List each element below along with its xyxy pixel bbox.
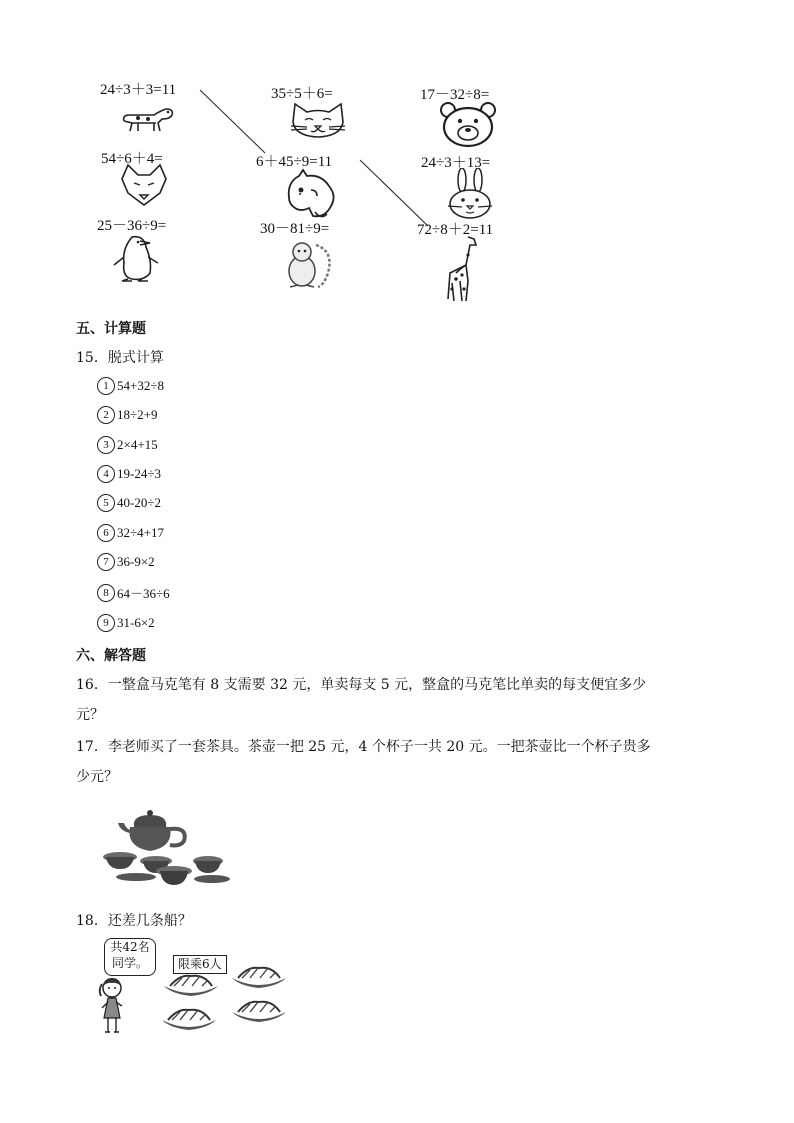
match-expr-1: 24÷3＋3=11 <box>100 82 177 98</box>
list-item <box>97 583 170 602</box>
match-expr-9: 72÷8＋2=11 <box>417 222 494 238</box>
item-expression: 64－36÷6 <box>117 586 170 601</box>
circle-number: 9 <box>97 614 115 632</box>
section-5-title: 五、计算题 <box>76 321 146 337</box>
circle-number: 2 <box>97 406 115 424</box>
speech-bubble <box>104 938 156 976</box>
boat-icon <box>160 970 222 1000</box>
girl-icon <box>96 976 128 1038</box>
item-expression: 54+32÷8 <box>117 378 164 393</box>
list-item <box>97 377 164 395</box>
boat-icon <box>228 996 290 1026</box>
q17-text <box>76 732 716 792</box>
match-expr-8: 30－81÷9= <box>260 221 330 237</box>
item-expression: 32÷4+17 <box>117 525 164 540</box>
list-item <box>97 406 157 424</box>
squirrel-icon <box>281 168 339 222</box>
item-expression: 19-24÷3 <box>117 466 161 481</box>
match-expr-4: 54÷6＋4= <box>101 151 163 167</box>
circle-number: 5 <box>97 494 115 512</box>
chipmunk-icon <box>278 235 336 293</box>
list-item <box>97 436 158 454</box>
boat-sign: 限乘6人 <box>173 955 227 974</box>
match-expr-3: 17－32÷8= <box>420 87 490 103</box>
item-expression: 36-9×2 <box>117 554 155 569</box>
match-expr-7: 25－36÷9= <box>97 218 167 234</box>
boat-icon <box>158 1004 220 1034</box>
cat-icon <box>287 100 349 140</box>
match-expr-2: 35÷5＋6= <box>271 86 333 102</box>
list-item <box>97 494 161 512</box>
list-item <box>97 465 161 483</box>
q17-line-1: 17．李老师买了一套茶具。茶壶一把 25 元，4 个杯子一共 20 元。一把茶壶比一个杯子贵多 <box>76 739 651 755</box>
circle-number: 8 <box>97 584 115 602</box>
rabbit-icon <box>444 168 496 220</box>
item-expression: 40-20÷2 <box>117 495 161 510</box>
list-item <box>97 524 164 542</box>
q18-title: 18．还差几条船？ <box>76 913 192 929</box>
fox-icon <box>118 163 170 207</box>
list-item <box>97 614 155 632</box>
q16-text <box>76 670 716 730</box>
circle-number: 7 <box>97 553 115 571</box>
q17-line-2: 少元？ <box>76 769 118 785</box>
circle-number: 6 <box>97 524 115 542</box>
q15-title: 15．脱式计算 <box>76 350 164 366</box>
item-expression: 18÷2+9 <box>117 407 158 422</box>
list-item <box>97 553 155 571</box>
dog-icon <box>118 103 178 135</box>
tea-set-image <box>100 805 232 889</box>
circle-number: 1 <box>97 377 115 395</box>
penguin-icon <box>110 233 164 283</box>
q16-line-2: 元？ <box>76 707 104 723</box>
circle-number: 3 <box>97 436 115 454</box>
circle-number: 4 <box>97 465 115 483</box>
boat-icon <box>228 962 290 992</box>
q16-line-1: 16．一整盒马克笔有 8 支需要 32 元，单卖每支 5 元，整盒的马克笔比单卖的每支便宜多少 <box>76 677 647 693</box>
section-6-title: 六、解答题 <box>76 648 146 664</box>
match-expr-6: 24÷3＋13= <box>421 155 491 171</box>
match-expr-5: 6＋45÷9=11 <box>256 154 333 170</box>
bubble-line-1: 共42名 <box>110 940 150 954</box>
bubble-line-2: 同学。 <box>111 956 148 970</box>
item-expression: 2×4+15 <box>117 437 158 452</box>
bear-icon <box>438 100 498 148</box>
giraffe-icon <box>440 235 480 305</box>
item-expression: 31-6×2 <box>117 615 155 630</box>
